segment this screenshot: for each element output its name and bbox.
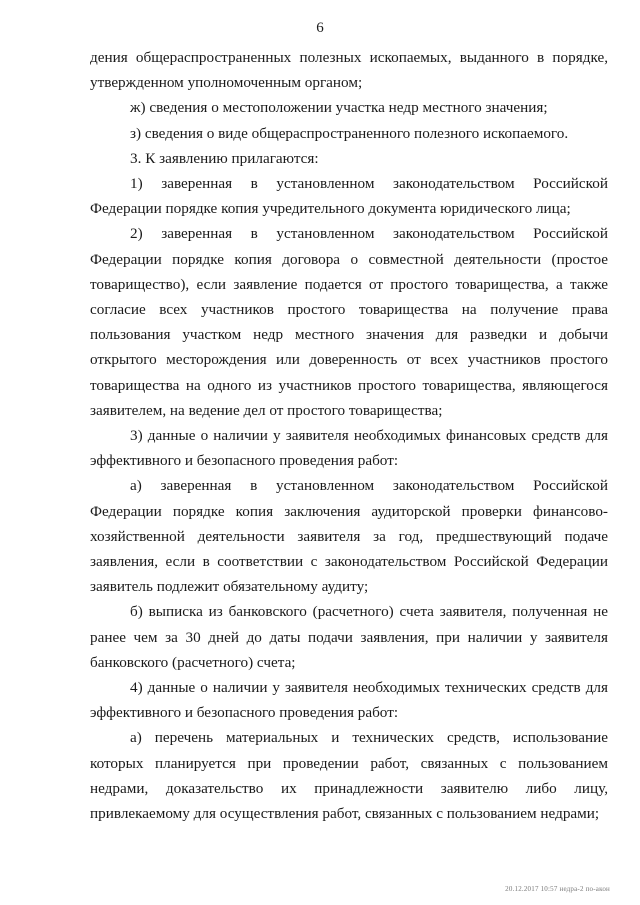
list-item: 4) данные о наличии у заявителя необходимых технических средств для эффективного и безопасного проведения работ: [90,679,608,722]
footer-stamp: 20.12.2017 10:57 недра-2 по-акон [505,885,610,893]
paragraph: з) сведения о виде общераспространенного полезного ископаемого. [130,124,569,142]
sub-list-item: а) заверенная в установленном законодательством Российской Федерации порядке копия заключения аудиторской проверки финансово-хозяйственной деятельности заявителя за год, предшествующий подаче заявления, если в соответствии с законодательством Российской Федерации заявитель подлежит обязательному аудиту; [90,477,608,596]
paragraph: дения общераспространенных полезных ископаемых, выданного в порядке, утвержденном уполномоченным органом; [90,49,608,92]
sub-list-item: б) выписка из банковского (расчетного) счета заявителя, полученная не ранее чем за 30 дней до даты подачи заявления, при наличии у заявителя банковского (расчетного) счета; [90,603,608,671]
list-item: 3) данные о наличии у заявителя необходимых финансовых средств для эффективного и безопасного проведения работ: [90,427,608,470]
section-heading: 3. К заявлению прилагаются: [130,149,319,167]
list-item: 2) заверенная в установленном законодательством Российской Федерации порядке копия договора о совместной деятельности (простое товарищество), если заявление подается от простого товарищества, а также согласие всех участников простого товарищества на получение права пользования участком недр местного значения для разведки и добычи открытого месторождения или доверенность от всех участников простого товарищества на одного из участников простого товарищества, являющегося заявителем, на ведение дел от простого товарищества; [90,225,608,419]
sub-list-item: а) перечень материальных и технических средств, использование которых планируется при проведении работ, связанных с пользованием недрами, доказательство их принадлежности заявителю либо лицу, привлекаемому для осуществления работ, связанных с пользованием недрами; [90,729,608,823]
document-body [90,45,608,826]
list-item: 1) заверенная в установленном законодательством Российской Федерации порядке копия учредительного документа юридического лица; [90,175,608,218]
page-number: 6 [316,20,324,36]
paragraph: ж) сведения о местоположении участка недр местного значения; [130,99,548,117]
